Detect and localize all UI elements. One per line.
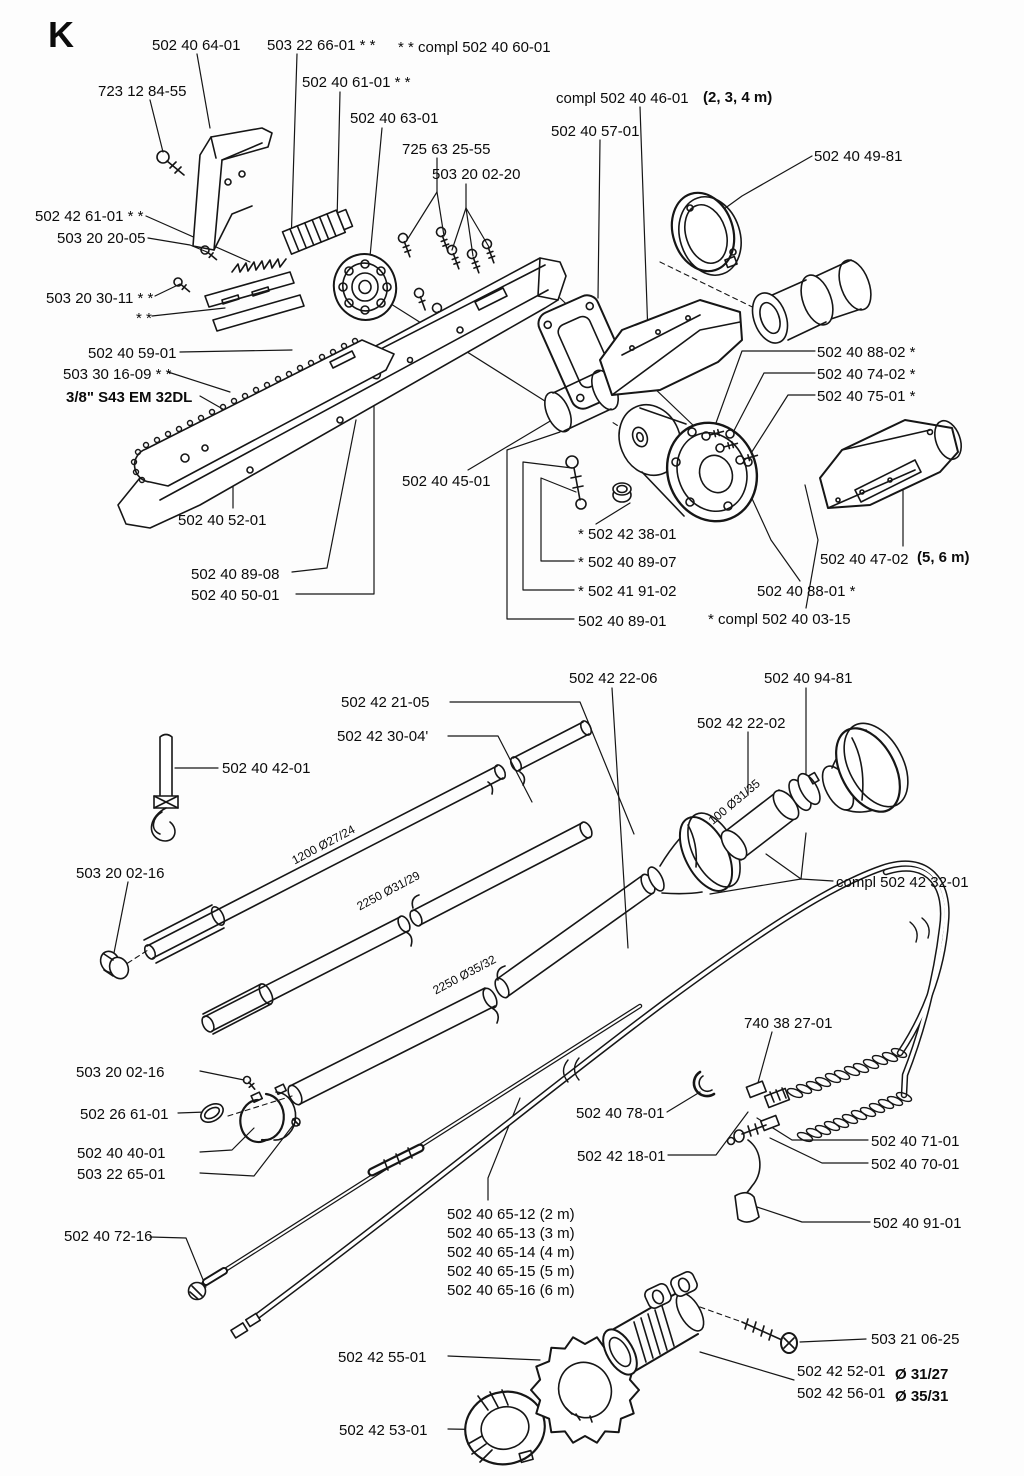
part-number-label: 502 40 61-01 * * (302, 74, 411, 91)
guard-56-drawing (820, 417, 966, 508)
mount-plates-drawing (205, 272, 304, 331)
part-number-label: 503 21 06-25 (871, 1331, 960, 1348)
part-number-label: 502 40 65-14 (4 m) (447, 1244, 575, 1261)
part-number-label: 502 40 50-01 (191, 587, 280, 604)
part-number-label: 723 12 84-55 (98, 83, 187, 100)
bevel-gear-housing-drawing (609, 395, 772, 534)
tube-dimension-label: 2250 Ø35/32 (430, 952, 499, 998)
part-number-label: 502 42 52-01 (797, 1363, 886, 1380)
part-number-label: 502 42 22-06 (569, 670, 658, 687)
part-number-label: Ø 31/27 (895, 1366, 949, 1383)
part-number-label: * compl 502 40 03-15 (708, 611, 851, 628)
lower-clamp-assembly-drawing (198, 1075, 300, 1142)
part-number-label: 502 26 61-01 (80, 1106, 169, 1123)
part-number-label: * * compl 502 40 60-01 (398, 39, 551, 56)
hanger-strap-drawing (151, 735, 178, 841)
part-number-label: compl 502 40 46-01 (556, 90, 689, 107)
screw-723-drawing (157, 151, 184, 175)
tube-dimension-label: 100 Ø31/35 (705, 776, 763, 828)
part-number-label: 502 40 89-01 (578, 613, 667, 630)
tube-dimension-label: 2250 Ø31/29 (354, 868, 423, 914)
part-number-label: (5, 6 m) (917, 549, 970, 566)
part-number-label: 502 40 45-01 (402, 473, 491, 490)
tube-2-drawing (200, 820, 595, 1034)
part-number-label: 502 40 42-01 (222, 760, 311, 777)
clutch-drum-drawing (327, 247, 404, 327)
part-number-label: 502 42 22-02 (697, 715, 786, 732)
leader-lines (113, 54, 903, 1430)
part-number-label: 502 40 59-01 (88, 345, 177, 362)
part-number-label: 502 42 53-01 (339, 1422, 428, 1439)
part-number-label: 502 40 78-01 (576, 1105, 665, 1122)
throttle-cable-springs-drawing (786, 1047, 912, 1143)
part-number-label: 502 40 72-16 (64, 1228, 153, 1245)
part-number-label: 502 40 57-01 (551, 123, 640, 140)
part-number-label: * * (136, 310, 152, 327)
part-number-label: 502 40 49-81 (814, 148, 903, 165)
part-number-label: * 502 41 91-02 (578, 583, 677, 600)
part-number-label: 502 40 70-01 (871, 1156, 960, 1173)
part-number-label: 502 40 40-01 (77, 1145, 166, 1162)
part-number-label: 503 20 02-16 (76, 865, 165, 882)
part-number-label: 502 40 47-02 (820, 551, 909, 568)
part-number-label: 502 40 74-02 * (817, 366, 916, 383)
part-number-label: 725 63 25-55 (402, 141, 491, 158)
part-number-label: 503 30 16-09 * * (63, 366, 172, 383)
tube-3-drawing (285, 872, 657, 1107)
part-number-label: 740 38 27-01 (744, 1015, 833, 1032)
part-number-label: 502 40 89-08 (191, 566, 280, 583)
part-number-label: 502 40 65-13 (3 m) (447, 1225, 575, 1242)
part-number-label: 502 40 75-01 * (817, 388, 916, 405)
part-number-label: 502 42 30-04' (337, 728, 429, 745)
part-number-label: 503 22 66-01 * * (267, 37, 376, 54)
part-number-label: Ø 35/31 (895, 1388, 949, 1405)
part-number-label: 502 40 71-01 (871, 1133, 960, 1150)
part-number-label: 502 40 91-01 (873, 1215, 962, 1232)
part-number-label: 502 40 65-15 (5 m) (447, 1263, 575, 1280)
tube-1-drawing (143, 719, 594, 963)
funnel-guard-234-drawing (600, 300, 742, 395)
part-number-label: 502 40 52-01 (178, 512, 267, 529)
part-number-label: * 502 42 38-01 (578, 526, 677, 543)
cone-coupling-drawing (746, 256, 877, 348)
bell-cup-drawing (816, 713, 921, 823)
part-number-label: 502 40 94-81 (764, 670, 853, 687)
part-number-label: 502 42 55-01 (338, 1349, 427, 1366)
part-number-label: 503 20 30-11 * * (46, 290, 154, 307)
part-number-label: * 502 40 89-07 (578, 554, 677, 571)
part-number-label: 503 22 65-01 (77, 1166, 166, 1183)
section-letter: K (48, 14, 74, 55)
part-number-label: 502 42 18-01 (577, 1148, 666, 1165)
part-number-label: 502 40 88-02 * (817, 344, 916, 361)
part-number-label: 502 40 65-12 (2 m) (447, 1206, 575, 1223)
part-number-label: (2, 3, 4 m) (703, 89, 773, 106)
part-number-label: compl 502 42 32-01 (836, 874, 969, 891)
part-number-label: 502 42 61-01 * * (35, 208, 144, 225)
part-number-label: 502 40 64-01 (152, 37, 241, 54)
part-number-label: 3/8" S43 EM 32DL (66, 389, 193, 406)
part-number-label: 502 40 63-01 (350, 110, 439, 127)
nut-top-drawing (97, 948, 132, 982)
part-number-label: 503 20 02-20 (432, 166, 521, 183)
part-number-label: 502 42 21-05 (341, 694, 430, 711)
drive-shaft-cable-drawing (231, 864, 947, 1338)
part-number-label: 503 20 02-16 (76, 1064, 165, 1081)
cable-fittings-drawing (694, 1072, 789, 1222)
part-number-label: 503 20 20-05 (57, 230, 146, 247)
coupling-body-drawing (596, 1270, 709, 1380)
tube-dimension-label: 1200 Ø27/24 (289, 822, 358, 868)
part-number-label: 502 40 65-16 (6 m) (447, 1282, 575, 1299)
coupling-screw-drawing (742, 1319, 797, 1353)
handle-bracket-drawing (193, 128, 272, 250)
part-number-label: 502 42 56-01 (797, 1385, 886, 1402)
part-number-label: 502 40 88-01 * (757, 583, 856, 600)
